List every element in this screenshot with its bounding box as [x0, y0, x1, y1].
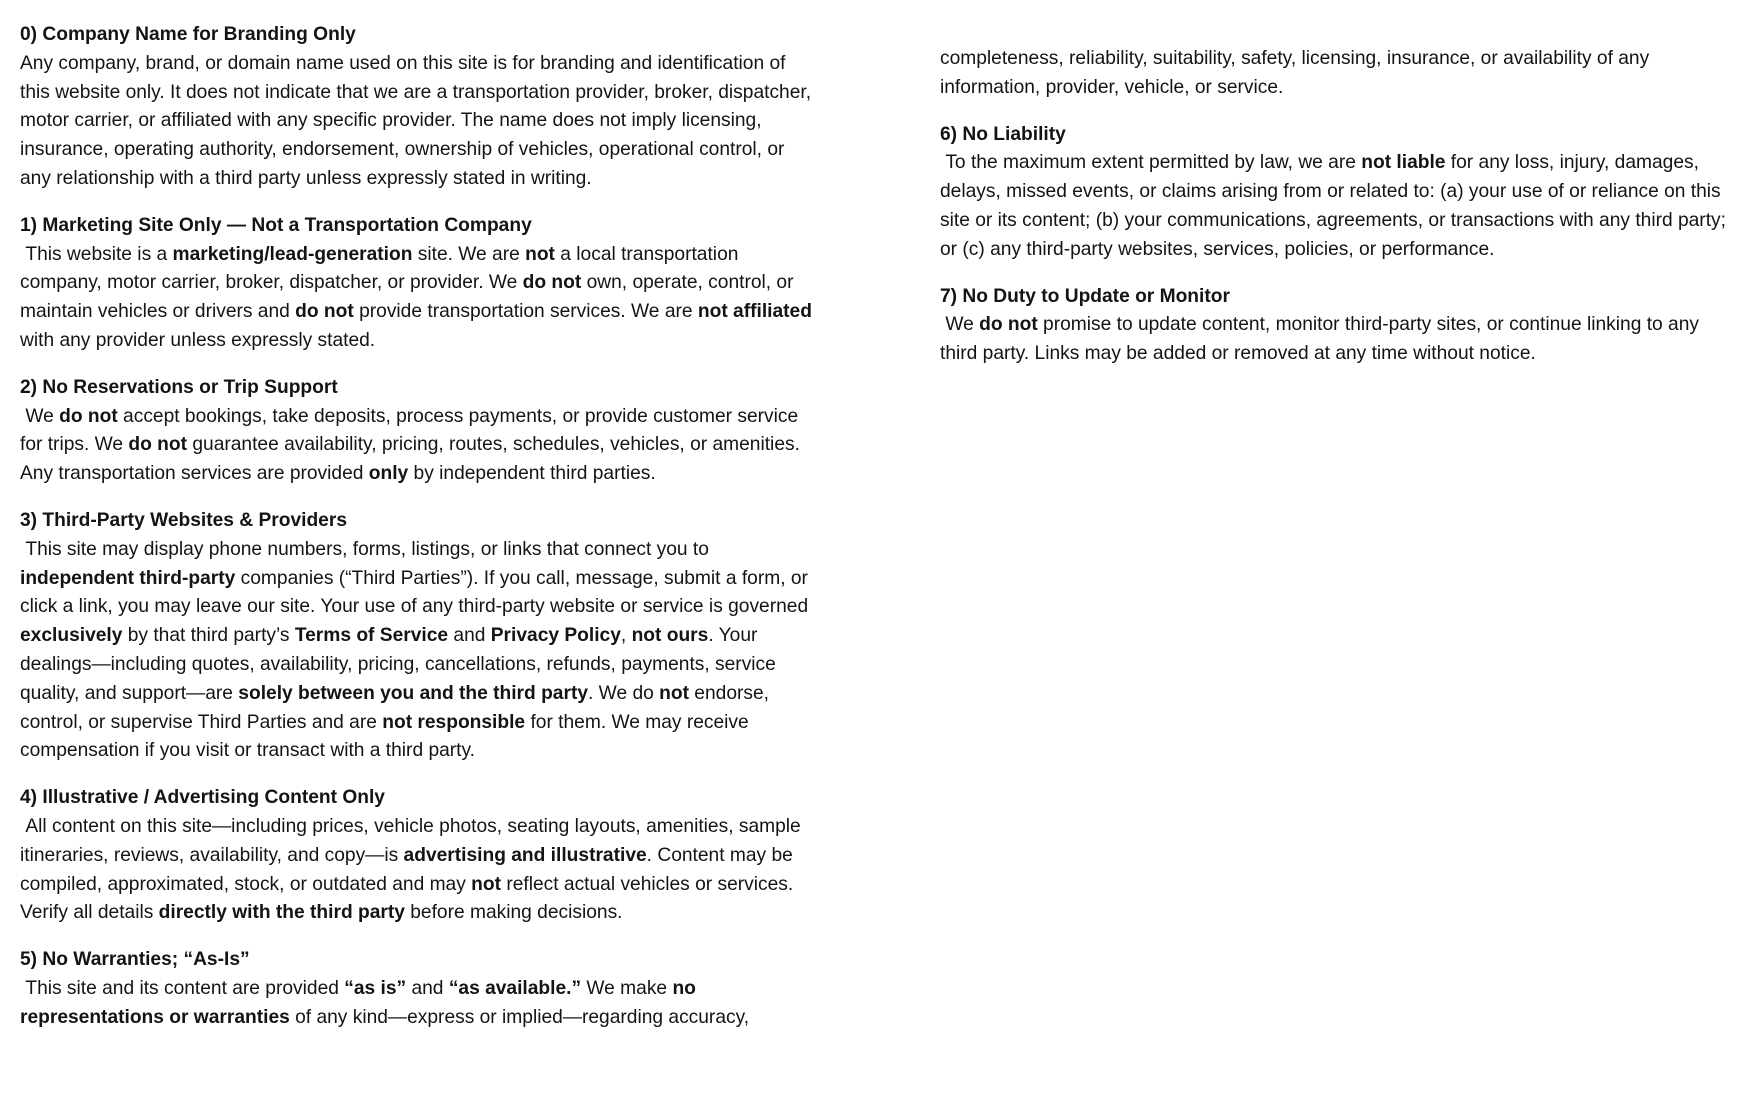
section-heading: 4) Illustrative / Advertising Content Only — [20, 787, 385, 809]
disclaimer-section — [20, 212, 820, 356]
text-run: and — [406, 977, 449, 999]
text-run: a local transportation company, motor carrier, broker, dispatcher, or provider. We — [20, 243, 744, 294]
bold-text-run: not — [471, 873, 501, 895]
bold-text-run: no representations or warranties — [20, 977, 702, 1028]
text-run: provide transportation services. We are — [353, 301, 698, 323]
bold-text-run: Terms of Service — [294, 625, 449, 647]
text-run: We — [20, 405, 60, 427]
section-heading: 5) No Warranties; “As-Is” — [20, 949, 250, 971]
text-run: . We do — [588, 682, 660, 704]
text-run: with any provider unless expressly stated. — [20, 301, 818, 351]
bold-text-run: not affiliated — [697, 301, 812, 323]
bold-text-run: do not — [522, 272, 582, 294]
text-run: endorse, control, or supervise Third Parties and are — [20, 682, 775, 733]
bold-text-run: not liable — [1361, 152, 1446, 174]
bold-text-run: advertising and illustrative — [403, 844, 647, 866]
text-run: completeness, reliability, suitability, safety, licensing, insurance, or availability of any information, provider, vehicle, or service. — [940, 48, 1655, 98]
text-run: Any company, brand, or domain name used on this site is for branding and identification of this website only. It does not indicate that we are a transportation provider, broker, dispatcher, motor carrier, or affiliated with any specific provider. The name does not imply licensing, insurance, operating authority, endorsement, ownership of vehicles, operational control, or any relationship with a third party unless expressly stated in writing. — [20, 52, 817, 189]
section-heading: 7) No Duty to Update or Monitor — [940, 285, 1230, 307]
text-run: accept bookings, take deposits, process payments, or provide customer service for trips. We — [20, 405, 804, 456]
text-run: This site may display phone numbers, forms, listings, or links that connect you to — [20, 538, 715, 560]
text-run: of any kind—express or implied—regarding accuracy, — [289, 1006, 750, 1028]
text-run: This site and its content are provided — [20, 977, 345, 999]
disclaimer-section — [20, 507, 820, 766]
disclaimer-section-continuation — [940, 45, 1740, 103]
bold-text-run: do not — [295, 301, 354, 323]
text-run: All content on this site—including prices, vehicle photos, seating layouts, amenities, sample itineraries, reviews, availability, and copy—is — [20, 815, 807, 866]
bold-text-run: do not — [128, 434, 188, 456]
section-heading: 3) Third-Party Websites & Providers — [20, 509, 347, 531]
bold-text-run: “as is” — [344, 977, 407, 999]
bold-text-run: “as available.” — [448, 977, 582, 999]
bold-text-run: directly with the third party — [158, 902, 405, 924]
text-run: This website is a — [20, 243, 173, 265]
bold-text-run: not ours — [631, 625, 709, 647]
text-run: . Content may be compiled, approximated, stock, or outdated and may — [20, 844, 799, 895]
text-run: site. We are — [412, 243, 526, 265]
section-heading: 6) No Liability — [940, 123, 1066, 145]
disclaimer-section — [20, 21, 820, 194]
bold-text-run: only — [368, 463, 409, 485]
text-run: . Your dealings—including quotes, availability, pricing, cancellations, refunds, payments, service quality, and support—are — [20, 625, 782, 704]
text-run: by independent third parties. — [408, 463, 656, 485]
text-run: We make — [581, 977, 673, 999]
disclaimer-section — [940, 283, 1740, 369]
text-run: , — [620, 625, 632, 647]
text-run: by that third party’s — [122, 625, 295, 647]
bold-text-run: exclusively — [20, 625, 123, 647]
text-run: companies (“Third Parties”). If you call, message, submit a form, or click a link, you may leave our site. Your use of any third-party website or service is governed — [20, 567, 814, 618]
bold-text-run: not — [525, 243, 555, 265]
text-run: reflect actual vehicles or services. Verify all details — [20, 873, 799, 924]
bold-text-run: do not — [59, 405, 118, 427]
column-left — [20, 21, 820, 1113]
section-heading: 1) Marketing Site Only — Not a Transportation Company — [20, 214, 532, 236]
section-heading: 2) No Reservations or Trip Support — [20, 376, 338, 398]
bold-text-run: not — [659, 682, 689, 704]
bold-text-run: marketing/lead-generation — [172, 243, 413, 265]
text-run: own, operate, control, or maintain vehicles or drivers and — [20, 272, 799, 323]
text-run: To the maximum extent permitted by law, we are — [940, 152, 1362, 174]
text-run: for them. We may receive compensation if you visit or transact with a third party. — [20, 711, 755, 762]
bold-text-run: independent third-party — [20, 567, 236, 589]
text-run: We — [940, 314, 980, 336]
text-run: promise to update content, monitor third-party sites, or continue linking to any third party. Links may be added or removed at any time without notice. — [940, 314, 1705, 365]
bold-text-run: solely between you and the third party — [238, 682, 589, 704]
text-run: and — [448, 625, 491, 647]
text-run: for any loss, injury, damages, delays, missed events, or claims arising from or related to: (a) your use of or reliance on this site or its content; (b) your communications, agreements, or transactions with any third party; or (c) any third-party websites, services, policies, or performance. — [940, 152, 1732, 260]
section-heading: 0) Company Name for Branding Only — [20, 24, 356, 45]
disclaimer-section — [20, 946, 820, 1032]
column-right — [940, 21, 1740, 1113]
text-run: before making decisions. — [404, 902, 623, 924]
disclaimer-section — [20, 374, 820, 489]
text-run: guarantee availability, pricing, routes, schedules, vehicles, or amenities. Any transportation services are provided — [20, 434, 805, 485]
disclaimer-section — [20, 784, 820, 928]
bold-text-run: not responsible — [382, 711, 526, 733]
disclaimer-section — [940, 121, 1740, 265]
bold-text-run: do not — [979, 314, 1038, 336]
bold-text-run: Privacy Policy — [490, 625, 621, 647]
